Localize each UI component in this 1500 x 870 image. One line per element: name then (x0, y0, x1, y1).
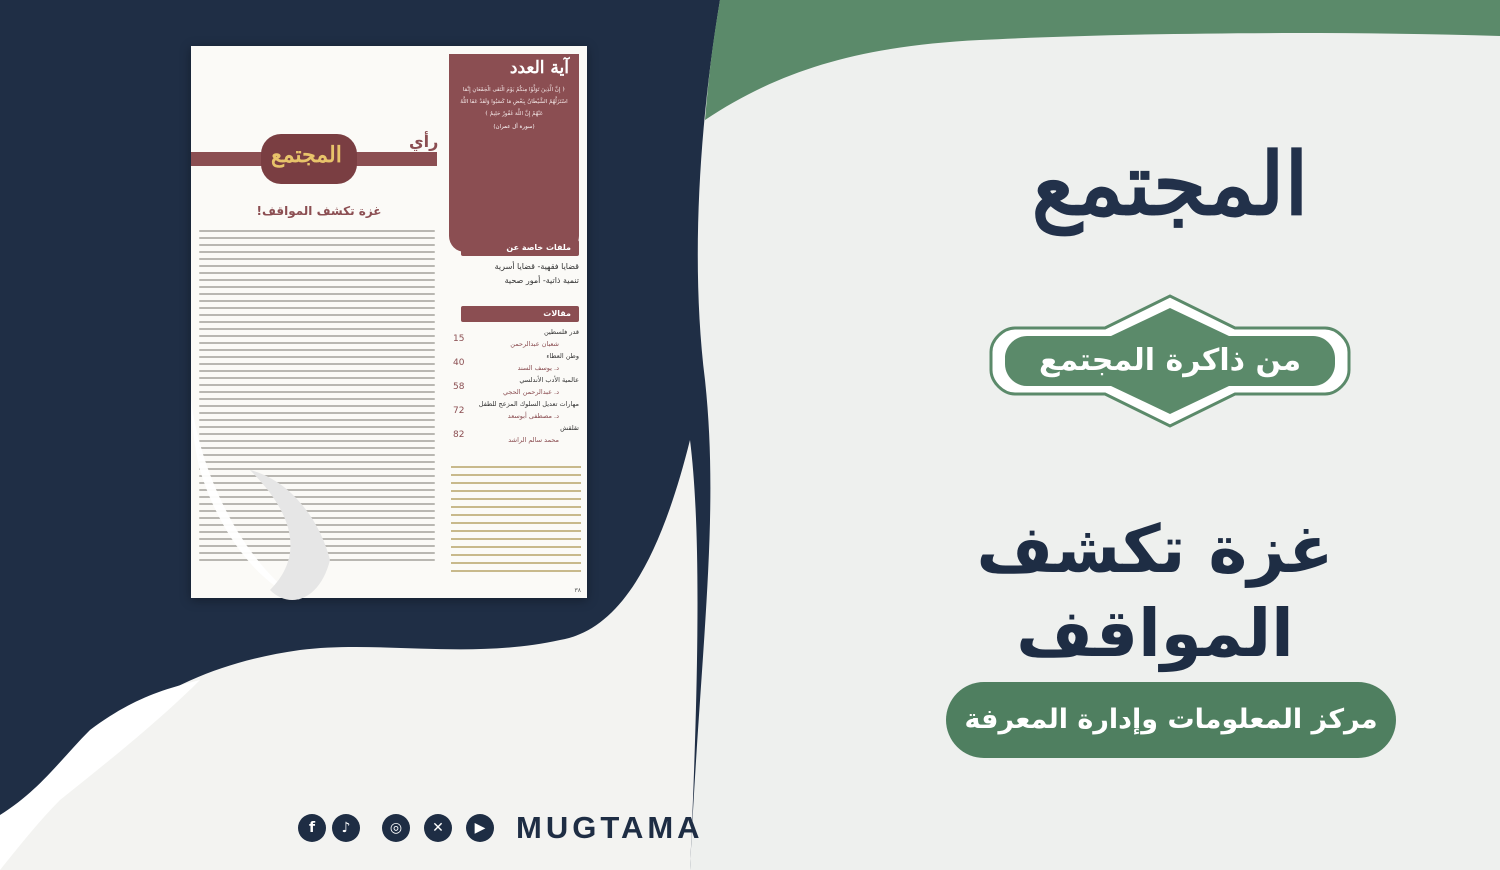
youtube-icon[interactable]: ▶ (466, 814, 494, 842)
x-icon[interactable]: ✕ (424, 814, 452, 842)
files-line-2: تنمية ذاتية- أمور صحية (504, 276, 579, 285)
magazine-logo: المجتمع (271, 142, 342, 168)
brand-name: MUGTAMA (516, 810, 704, 845)
headline: غزة تكشف المواقف (976, 511, 1334, 672)
ayah-box (449, 54, 579, 252)
section-label: رأي (409, 132, 439, 151)
toc-item: وطن العطاء د. يوسف السند 40 (453, 352, 579, 372)
ayah-title: آية العدد (509, 58, 569, 78)
ayah-text: ﴿ إِنَّ الَّذِينَ تَوَلَّوْا مِنكُمْ يَوْمَ الْتَقَى الْجَمْعَانِ إِنَّمَا اسْتَزَلَّهُمُ الشَّيْطَانُ بِبَعْضِ مَا كَسَبُوا وَلَقَدْ عَفَا اللَّهُ عَنْهُمْ إِنَّ اللَّهَ غَفُورٌ حَلِيمٌ ﴾ (460, 87, 568, 117)
toc-item: عالمية الأدب الأندلسي د. عبدالرحمن الحجي 58 (453, 376, 579, 396)
toc-item: قدر فلسطين شعبان عبدالرحمن 15 (453, 328, 579, 348)
facebook-icon[interactable]: f (298, 814, 326, 842)
tiktok-icon[interactable]: ♪ (332, 814, 360, 842)
files-line-1: قضايا فقهية- قضايا أسرية (494, 262, 579, 271)
imprint-box (451, 466, 581, 586)
toc-item: مهارات تعديل السلوك المزعج للطفل د. مصطفى أبوسعد 72 (453, 400, 579, 420)
page-number: ٣٨ (574, 587, 581, 594)
mugtama-logo: المجتمع (1031, 134, 1309, 235)
article-body (199, 230, 435, 566)
ayah-source: (سورة آل عمران) (493, 124, 535, 130)
article-title: غزة تكشف المواقف! (256, 204, 382, 218)
instagram-icon[interactable]: ◎ (382, 814, 410, 842)
series-label: من ذاكرة المجتمع (1038, 343, 1302, 378)
department-label: مركز المعلومات وإدارة المعرفة (964, 704, 1378, 735)
articles-heading: مقالات (461, 306, 579, 322)
magazine-page (191, 46, 587, 598)
files-heading: ملفات خاصة عن (461, 240, 579, 256)
toc-item: تقلقش محمد سالم الراشد 82 (453, 424, 579, 444)
